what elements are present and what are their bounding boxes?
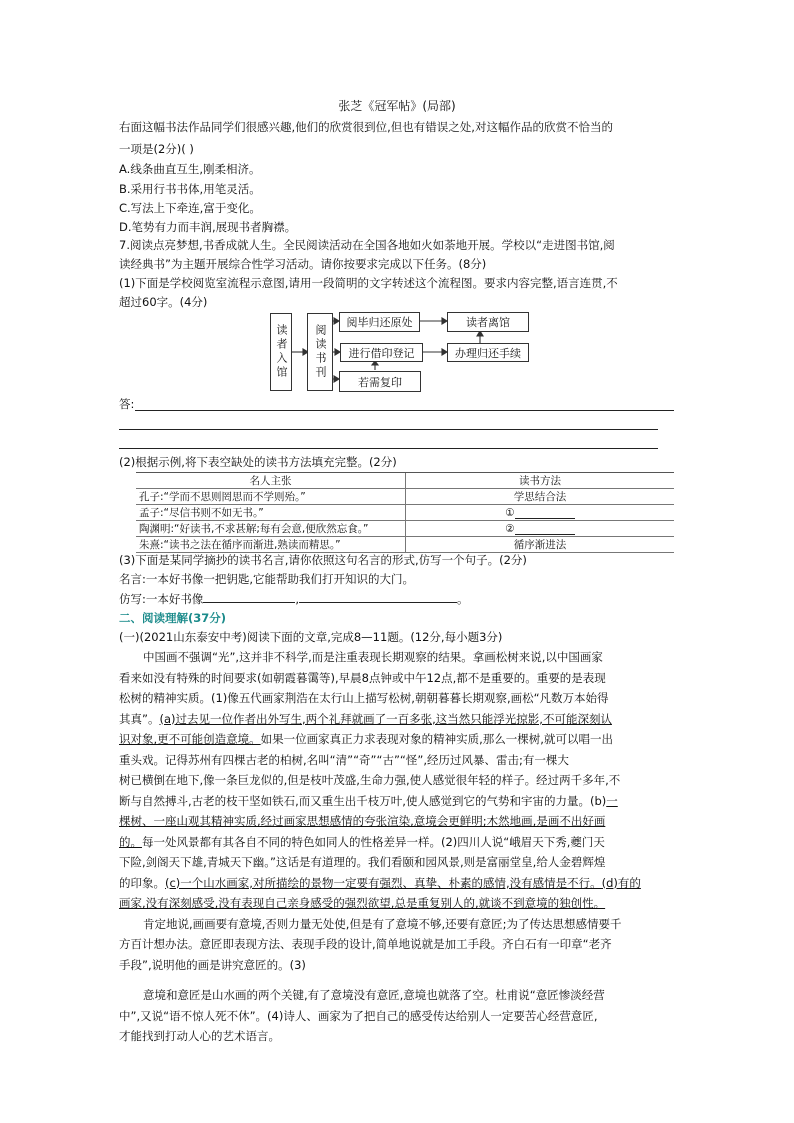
reading-methods-table: [136, 472, 674, 553]
underlined-text: 棵树、一座山观其精神实质,经过画家思想感情的夸张渲染,意境会更鲜明;木然地画,是画不出好画: [119, 814, 606, 828]
passage-text: 中国画不强调“光”,这并非不科学,而是注重表现长期观察的结果。拿画松树来说,以中国画家: [143, 650, 603, 664]
image-caption: 张芝《冠军帖》(局部): [338, 99, 456, 113]
passage-line: [119, 773, 620, 788]
table-row: [136, 505, 674, 521]
answer-label: 答:: [119, 397, 135, 411]
imitate-end: 。: [457, 592, 469, 606]
flow-return-place: 阅毕归还原处: [339, 312, 420, 332]
table-cell-method: 循序渐进法: [406, 537, 675, 553]
flow-reader-leave: 读者离馆: [447, 312, 529, 332]
table-cell-claim: 孔子:“学而不思则罔思而不学则殆。”: [136, 489, 406, 505]
passage-line: [119, 937, 612, 952]
q6-stem-line1: 右面这幅书法作品同学们很感兴趣,他们的欣赏很到位,但也有错误之处,对这幅作品的欣赏不恰当的: [119, 120, 613, 134]
table-row: [136, 489, 674, 505]
underlined-text: 识对象,更不可能创造意境。: [119, 732, 261, 746]
passage-line: [119, 753, 569, 768]
passage-text: 每一处风景都有其各自不同的特色如同人的性格差异一样。(2)四川人说“峨眉天下秀,夔门天: [142, 834, 605, 849]
q7-part3: (3)下面是某同学摘抄的读书名言,请你依照这句名言的形式,仿写一个句子。(2分): [119, 553, 527, 567]
table-cell-method-blank[interactable]: [406, 505, 675, 521]
flow-reader-enter: 读者入馆: [270, 313, 292, 391]
imitate-blank-1[interactable]: [203, 591, 295, 603]
q6-stem-line2: 一项是(2分)( ): [119, 142, 194, 156]
passage-line: [119, 691, 609, 706]
passage-text: 树已横倒在地下,像一条巨龙似的,但是枝叶茂盛,生命力强,使人感觉很年轻的样子。经过两千多年,不: [119, 773, 621, 787]
passage-text: 其真”。: [119, 711, 160, 726]
underlined-text: 一: [606, 793, 618, 808]
passage-text: 下险,剑阁天下雄,青城天下幽。”这话是有道理的。我们看颐和园风景,则是富丽堂皇,给人金碧辉煌: [119, 855, 606, 869]
q7-stem-line1: 7.阅读点亮梦想,书香成就人生。全民阅读活动在全国各地如火如荼地开展。学校以“走进图书馆,阅: [119, 238, 615, 252]
blank-line[interactable]: [515, 524, 575, 535]
q7-stem-line2: 读经典书”为主题开展综合性学习活动。请你按要求完成以下任务。(8分): [119, 257, 487, 271]
reading-intro: (一)(2021山东泰安中考)阅读下面的文章,完成8—11题。(12分,每小题3分): [119, 630, 503, 644]
q7-part1-line1: (1)下面是学校阅览室流程示意图,请用一段简明的文字转述这个流程图。要求内容完整,语言连贯,不: [119, 276, 618, 290]
passage-line: [119, 855, 605, 870]
q6-option-a: A.线条曲直互生,刚柔相济。: [119, 162, 261, 176]
passage-text: 意境和意匠是山水画的两个关键,有了意境没有意匠,意境也就落了空。杜甫说“意匠惨淡经营: [143, 988, 605, 1002]
table-header: 名人主张: [136, 473, 406, 489]
passage-text: 重头戏。记得苏州有四棵古老的柏树,名叫“清”“奇”“古”“怪”,经历过风暴、雷击;有一棵大: [119, 752, 569, 767]
blank-number: ②: [505, 522, 515, 535]
underlined-text: (a)过去见一位作者出外写生,两个礼拜就画了一百多张,这当然只能浮光掠影,不可能深刻认: [159, 711, 612, 726]
answer-line[interactable]: [135, 410, 674, 411]
passage-line: [119, 1029, 280, 1044]
imitate-comma: ,: [295, 592, 300, 606]
passage-text: 的印象。: [119, 875, 165, 890]
passage-line: [119, 1009, 597, 1024]
answer-line[interactable]: [119, 429, 658, 430]
table-row: [136, 521, 674, 537]
q6-option-c: C.写法上下牵连,富于变化。: [119, 201, 261, 215]
q7-part2: (2)根据示例,将下表空缺处的读书方法填充完整。(2分): [119, 455, 397, 469]
passage-line: [119, 896, 605, 911]
passage-line: [119, 794, 618, 809]
passage-text: 看来如没有特殊的时间要求(如朝霞暮霭等),早晨8点钟或中午12点,都不是重要的。重要的是表现: [119, 670, 606, 685]
flow-copy: 若需复印: [339, 371, 421, 392]
q7-part1-line2: 超过60字。(4分): [119, 295, 208, 309]
passage-line: [119, 958, 306, 973]
passage-text: 松树的精神实质。(1)像五代画家荆浩在太行山上描写松树,朝朝暮暮长期观察,画松“凡数万本始得: [119, 691, 609, 705]
passage-text: 断与自然搏斗,古老的枝干坚如铁石,而又重生出千枝万叶,使人感觉到它的气势和宇宙的力量。(b): [119, 793, 607, 808]
table-cell-claim: 孟子:“尽信书则不如无书。”: [136, 505, 406, 521]
quote-example: 名言:一本好书像一把钥匙,它能帮助我们打开知识的大门。: [119, 572, 415, 586]
passage-line: [143, 917, 622, 932]
table-header: 读书方法: [406, 473, 675, 489]
blank-line[interactable]: [515, 508, 575, 519]
flow-read-books: 阅读书刊: [307, 313, 333, 391]
passage-line: [119, 671, 606, 686]
flow-return-procedure: 办理归还手续: [447, 343, 529, 362]
blank-number: ①: [505, 506, 515, 519]
passage-text: 肯定地说,画画要有意境,否则力量无处使,但是有了意境不够,还要有意匠;为了传达思想感情要千: [143, 916, 622, 931]
underlined-text: (c)一个山水画家,对所描绘的景物一定要有强烈、真挚、朴素的感情,没有感情是不行。(d)有的: [165, 875, 641, 890]
underlined-text: 画家,没有深刻感受,没有表现自己亲身感受的强烈欲望,总是重复别人的,就谈不到意境的独创性。: [119, 896, 606, 910]
passage-line: [119, 876, 641, 891]
passage-line: [143, 988, 605, 1003]
passage-text: 才能找到打动人心的艺术语言。: [119, 1029, 280, 1043]
imitate-blank-2[interactable]: [299, 591, 457, 603]
passage-line: [119, 835, 605, 850]
passage-text: 方百计想办法。意匠即表现方法、表现手段的设计,简单地说就是加工手段。齐白石有一印章“老齐: [119, 937, 612, 951]
underlined-text: 的。: [119, 834, 142, 849]
table-cell-claim: 陶渊明:“好读书,不求甚解;每有会意,便欣然忘食。”: [136, 521, 406, 537]
imitate-prefix: 仿写:一本好书像: [119, 592, 204, 606]
table-row: [136, 537, 674, 553]
table-cell-method-blank[interactable]: [406, 521, 675, 537]
passage-text: 手段”,说明他的画是讲究意匠的。(3): [119, 957, 306, 972]
table-cell-claim: 朱熹:“读书之法在循序而渐进,熟读而精思。”: [136, 537, 406, 553]
section-title: 二、阅读理解(37分): [119, 611, 227, 625]
answer-line[interactable]: [119, 448, 658, 449]
passage-line: [119, 814, 605, 829]
passage-line: [119, 712, 612, 727]
passage-text: 中”,又说“语不惊人死不休”。(4)诗人、画家为了把自己的感受传达给别人一定要苦心经营意匠,: [119, 1008, 598, 1023]
table-cell-method: 学思结合法: [406, 489, 675, 505]
flow-borrow-register: 进行借印登记: [340, 343, 423, 362]
table-header-row: [136, 473, 674, 489]
passage-line: [143, 650, 603, 665]
imitate-line: [119, 591, 469, 607]
q6-option-b: B.采用行书书体,用笔灵活。: [119, 182, 261, 196]
q6-option-d: D.笔势有力而丰润,展现书者胸襟。: [119, 220, 297, 234]
passage-line: [119, 732, 613, 747]
passage-text: 如果一位画家真正力求表现对象的精神实质,那么一棵树,就可以唱一出: [260, 732, 613, 746]
